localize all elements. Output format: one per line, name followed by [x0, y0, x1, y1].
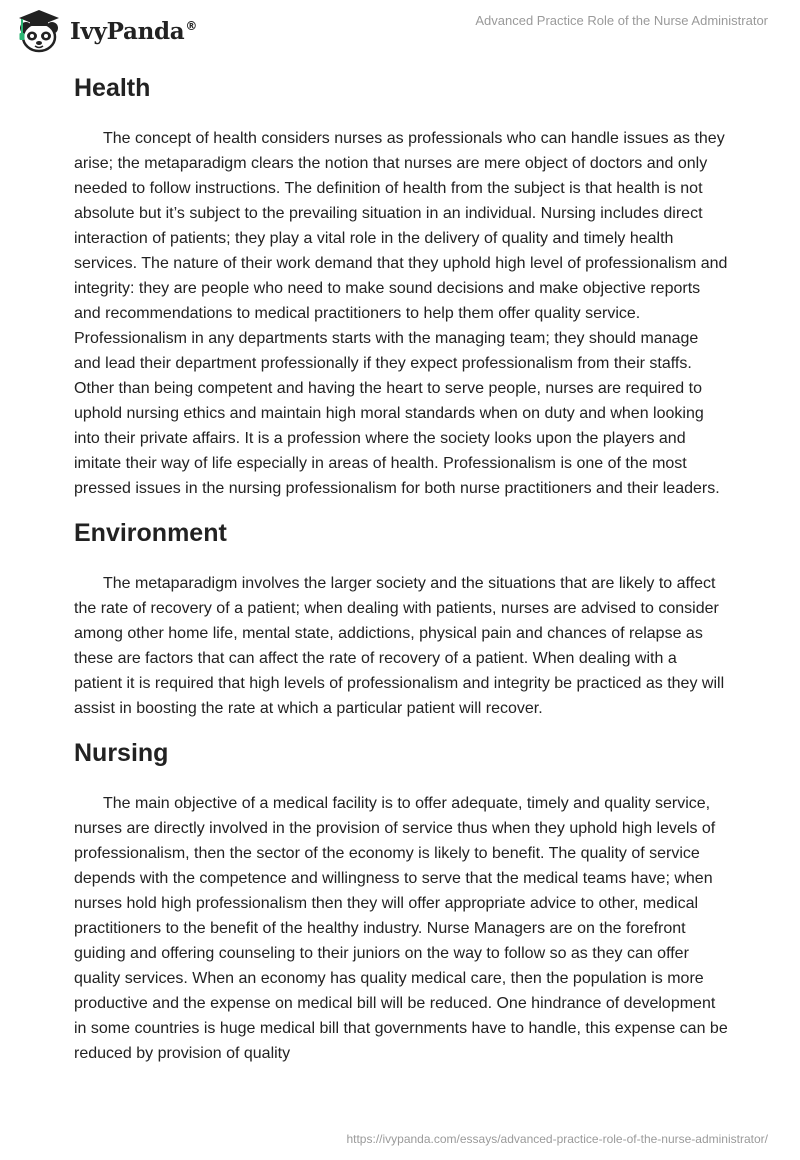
- panda-graduate-icon: [14, 8, 64, 54]
- section-paragraph: The metaparadigm involves the larger society and the situations that are likely to affect the rate of recovery of a patient; when dealing with patients, nurses are advised to consider among other home life, mental state, addictions, physical pain and chances of relapse as these are factors that can affect the rate of recovery of a patient. When dealing with a patient it is required that high levels of professionalism and integrity be practiced as they will assist in boosting the rate at which a particular patient will recover.: [74, 575, 725, 717]
- page-header: [0, 0, 800, 64]
- section-health: [74, 70, 728, 501]
- section-heading: Environment: [74, 519, 227, 547]
- section-nursing: [74, 735, 728, 1066]
- section-paragraph: The concept of health considers nurses as professionals who can handle issues as they arise; the metaparadigm clears the notion that nurses are mere object of doctors and only needed to follow instructions. The definition of health from the subject is that health is not absolute but it’s subject to the prevailing situation in an individual. Nursing includes direct interaction of patients; they play a vital role in the delivery of quality and timely health services. The nature of their work demand that they uphold high level of professionalism and integrity: they are people who need to make sound decisions and make objective reports and recommendations to medical practitioners to help them offer quality service. Professionalism in any departments starts with the managing team; they should manage and lead their department professionally if they expect professionalism from their staffs. Other than being competent and having the heart to serve people, nurses are required to uphold nursing ethics and maintain high moral standards when on duty and when looking into their private affairs. It is a profession where the society looks upon the players and imitate their way of life especially in areas of health. Professionalism is one of the most pressed issues in the nursing professionalism for both nurse practitioners and their leaders.: [74, 130, 728, 497]
- section-heading: Nursing: [74, 739, 169, 767]
- ivypanda-logo[interactable]: [14, 8, 197, 54]
- source-url[interactable]: https://ivypanda.com/essays/advanced-practice-role-of-the-nurse-administrator/: [346, 1132, 768, 1146]
- section-paragraph: The main objective of a medical facility is to offer adequate, timely and quality service, nurses are directly involved in the provision of service thus when they uphold high levels of professionalism, then the sector of the economy is likely to benefit. The quality of service depends with the competence and willingness to serve that the medical teams have; when nurses hold high professionalism then they will offer appropriate advice to other, medical practitioners to the benefit of the healthy industry. Nurse Managers are on the forefront guiding and offering counseling to their juniors on the way to follow so as they can offer quality services. When an economy has quality medical care, then the population is more productive and the expense on medical bill will be reduced. One hindrance of development in some countries is huge medical bill that governments have to handle, this expense can be reduced by provision of quality: [74, 795, 728, 1062]
- running-title: Advanced Practice Role of the Nurse Administrator: [475, 13, 768, 28]
- registered-mark: ®: [185, 18, 198, 33]
- essay-content: [74, 70, 728, 1066]
- logo-wordmark: IvyPanda®: [70, 17, 198, 45]
- section-environment: [74, 515, 728, 721]
- section-heading: Health: [74, 74, 151, 102]
